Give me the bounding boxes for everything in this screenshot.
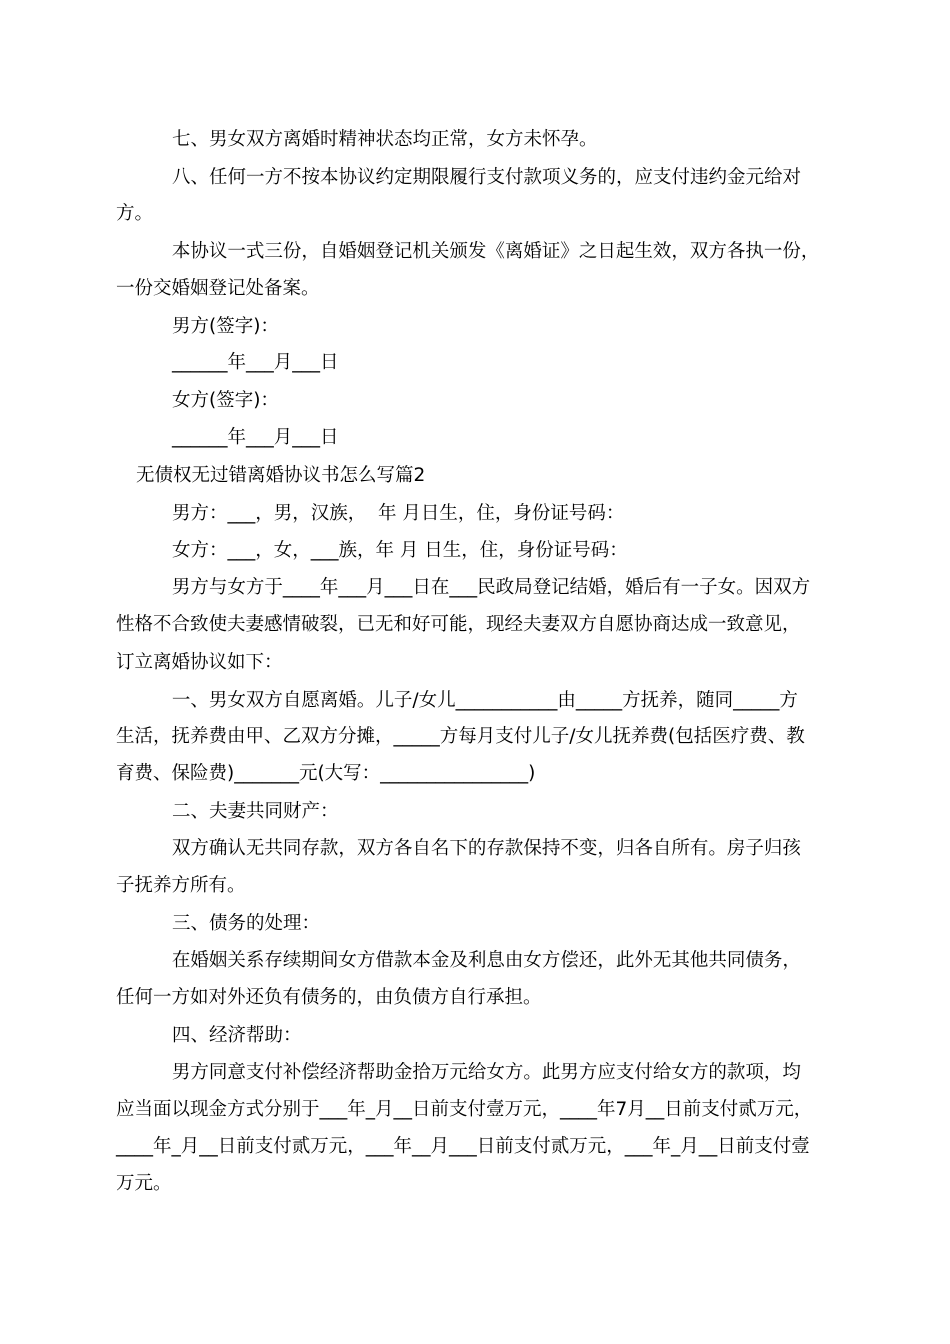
clause-7: 七、男女双方离婚时精神状态均正常，女方未怀孕。: [172, 129, 598, 150]
copies-clause-line-1: 本协议一式三份，自婚姻登记机关颁发《离婚证》之日起生效，双方各执一份，: [166, 241, 820, 262]
female-party-info: 女方：___，女，___族，年 月 日生，住，身份证号码：: [172, 540, 628, 561]
preamble-line-3: 订立离婚协议如下：: [116, 652, 283, 673]
clause-8-line-1: 八、任何一方不按本协议约定期限履行支付款项义务的，应支付违约金元给对: [172, 167, 802, 188]
section-heading: 无债权无过错离婚协议书怎么写篇2: [136, 465, 426, 486]
female-signature-label: 女方(签字)：: [172, 390, 279, 411]
clause-2-line-1: 双方确认无共同存款，双方各自名下的存款保持不变，归各自所有。房子归孩: [166, 838, 801, 859]
male-party-info: 男方：___，男，汉族， 年 月日生，住，身份证号码：: [172, 503, 625, 524]
clause-3-line-1: 在婚姻关系存续期间女方借款本金及利息由女方偿还，此外无其他共同债务，: [166, 950, 801, 971]
clause-1-line-1: 一、男女双方自愿离婚。儿子/女儿___________由_____方抚养，随同_____方: [166, 690, 798, 711]
preamble-line-1: 男方与女方于____年___月___日在___民政局登记结婚，婚后有一子女。因双方: [166, 577, 811, 598]
clause-2-line-2: 子抚养方所有。: [116, 875, 246, 896]
clause-4-line-2: 应当面以现金方式分别于___年_月__日前支付壹万元，____年7月__日前支付贰万元，: [116, 1099, 813, 1120]
clause-4-line-1: 男方同意支付补偿经济帮助金拾万元给女方。此男方应支付给女方的款项，均: [166, 1062, 801, 1083]
clause-4-heading: 四、经济帮助：: [172, 1025, 302, 1046]
clause-4-line-3: ____年_月__日前支付贰万元，___年__月___日前支付贰万元，___年_月__日前支付壹: [116, 1136, 810, 1157]
male-signature-date: ______年___月___日: [172, 352, 339, 373]
clause-1-line-3: 育费、保险费)_______元(大写：________________): [116, 763, 536, 784]
clause-3-heading: 三、债务的处理：: [172, 913, 321, 934]
clause-4-line-4: 万元。: [116, 1173, 172, 1194]
clause-2-heading: 二、夫妻共同财产：: [172, 801, 339, 822]
copies-clause-line-2: 一份交婚姻登记处备案。: [116, 278, 320, 299]
female-signature-date: ______年___月___日: [172, 427, 339, 448]
clause-3-line-2: 任何一方如对外还负有债务的，由负债方自行承担。: [116, 987, 542, 1008]
preamble-line-2: 性格不合致使夫妻感情破裂，已无和好可能，现经夫妻双方自愿协商达成一致意见，: [116, 614, 801, 635]
clause-8-line-2: 方。: [116, 203, 154, 224]
male-signature-label: 男方(签字)：: [172, 316, 279, 337]
clause-1-line-2: 生活，抚养费由甲、乙双方分摊，_____方每月支付儿子/女儿抚养费(包括医疗费、教: [116, 726, 805, 747]
